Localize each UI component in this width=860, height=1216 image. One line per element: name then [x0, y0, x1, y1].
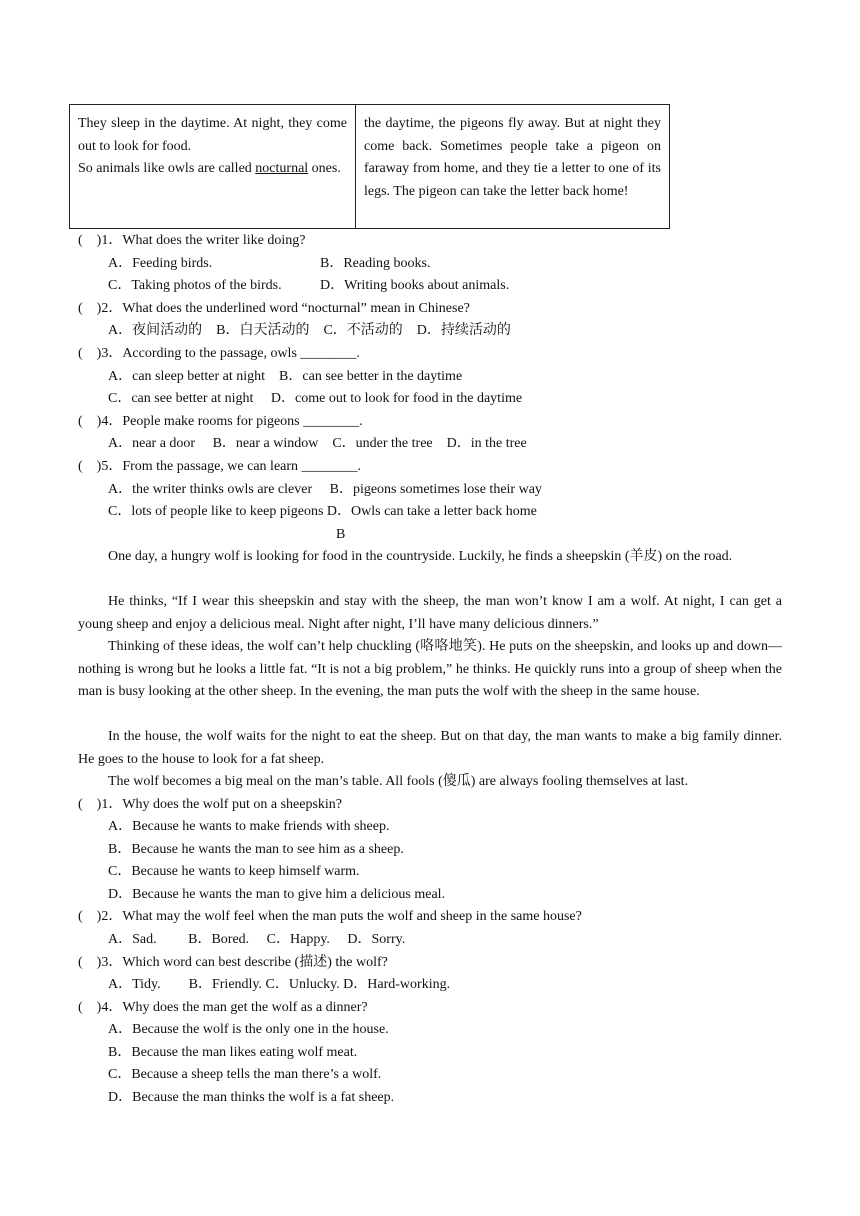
partB-q2-options: A．Sad. B．Bored. C．Happy. D．Sorry.	[108, 932, 406, 947]
partA-q1-option-a: A．Feeding birds.	[108, 256, 213, 271]
partB-question-2: ( )2．What may the wolf feel when the man puts the wolf and sheep in the same house?	[78, 909, 582, 924]
partA-q1-option-b: B．Reading books.	[320, 256, 431, 271]
partB-question-1: ( )1．Why does the wolf put on a sheepskin?	[78, 797, 342, 812]
table-cell-left	[70, 105, 356, 228]
partB-q1-option-c: C．Because he wants to keep himself warm.	[108, 864, 360, 879]
partA-q1-option-d: D．Writing books about animals.	[320, 278, 510, 293]
passage-b-paragraph-3: Thinking of these ideas, the wolf can’t help chuckling (咯咯地笑). He puts on the sheepskin, and looks up and down—nothing is wrong but he looks a little fat. “It is not a big problem,” he thinks. He quickly runs into a group of sheep when the man is busy looking at the other sheep. In the evening, the man puts the wolf with the sheep in the same house.	[78, 639, 782, 700]
partA-q4-options: A．near a door B．near a window C．under the tree D．in the tree	[108, 436, 527, 451]
partA-question-1: ( )1．What does the writer like doing?	[78, 233, 306, 248]
section-b-heading: B	[336, 527, 346, 542]
passage-b-paragraph-2: He thinks, “If I wear this sheepskin and stay with the sheep, the man won’t know I am a wolf. At night, I can get a young sheep and enjoy a delicious meal. Night after night, I’ll have many delicious dinners.”	[78, 594, 782, 632]
partB-q4-option-c: C．Because a sheep tells the man there’s a wolf.	[108, 1067, 382, 1082]
partB-q4-option-d: D．Because the man thinks the wolf is a fat sheep.	[108, 1090, 395, 1105]
passage-table	[69, 104, 670, 229]
partA-q3-options-ab: A．can sleep better at night B．can see better in the daytime	[108, 369, 463, 384]
partB-q1-option-a: A．Because he wants to make friends with sheep.	[108, 819, 390, 834]
partA-q3-options-cd: C．can see better at night D．come out to look for food in the daytime	[108, 391, 523, 406]
table-left-text-2-post: ones.	[308, 161, 341, 176]
partA-q5-options-ab: A．the writer thinks owls are clever B．pigeons sometimes lose their way	[108, 482, 542, 497]
partA-q1-option-c: C．Taking photos of the birds.	[108, 278, 282, 293]
table-right-text: the daytime, the pigeons fly away. But at night they come back. Sometimes people take a pigeon on faraway from home, and they tie a letter to one of its legs. The pigeon can take the letter back home!	[364, 116, 661, 199]
partA-q5-options-cd: C．lots of people like to keep pigeons D．Owls can take a letter back home	[108, 504, 537, 519]
partB-q3-options: A．Tidy. B．Friendly. C．Unlucky. D．Hard-working.	[108, 977, 451, 992]
table-left-text-1: They sleep in the daytime. At night, they come out to look for food.	[78, 116, 347, 154]
passage-b-paragraph-4: In the house, the wolf waits for the night to eat the sheep. But on that day, the man wants to make a big family dinner. He goes to the house to look for a fat sheep.	[78, 729, 782, 767]
partB-question-3: ( )3．Which word can best describe (描述) the wolf?	[78, 955, 388, 970]
partB-question-4: ( )4．Why does the man get the wolf as a dinner?	[78, 1000, 368, 1015]
partA-question-5: ( )5．From the passage, we can learn ________.	[78, 459, 362, 474]
partB-q1-option-b: B．Because he wants the man to see him as a sheep.	[108, 842, 404, 857]
partA-question-4: ( )4．People make rooms for pigeons ________.	[78, 414, 363, 429]
partB-q4-option-b: B．Because the man likes eating wolf meat.	[108, 1045, 358, 1060]
partA-question-3: ( )3．According to the passage, owls ________.	[78, 346, 360, 361]
passage-b-paragraph-1: One day, a hungry wolf is looking for food in the countryside. Luckily, he finds a sheepskin (羊皮) on the road.	[108, 549, 733, 564]
table-cell-right	[356, 105, 669, 228]
passage-b-paragraph-5: The wolf becomes a big meal on the man’s table. All fools (傻瓜) are always fooling themselves at last.	[108, 774, 689, 789]
partB-q4-option-a: A．Because the wolf is the only one in the house.	[108, 1022, 389, 1037]
table-left-text-2-pre: So animals like owls are called	[78, 161, 256, 176]
partA-q2-options: A．夜间活动的 B．白天活动的 C．不活动的 D．持续活动的	[108, 323, 511, 338]
underlined-word-nocturnal: nocturnal	[255, 161, 309, 176]
partA-question-2: ( )2．What does the underlined word “nocturnal” mean in Chinese?	[78, 301, 470, 316]
partB-q1-option-d: D．Because he wants the man to give him a delicious meal.	[108, 887, 446, 902]
